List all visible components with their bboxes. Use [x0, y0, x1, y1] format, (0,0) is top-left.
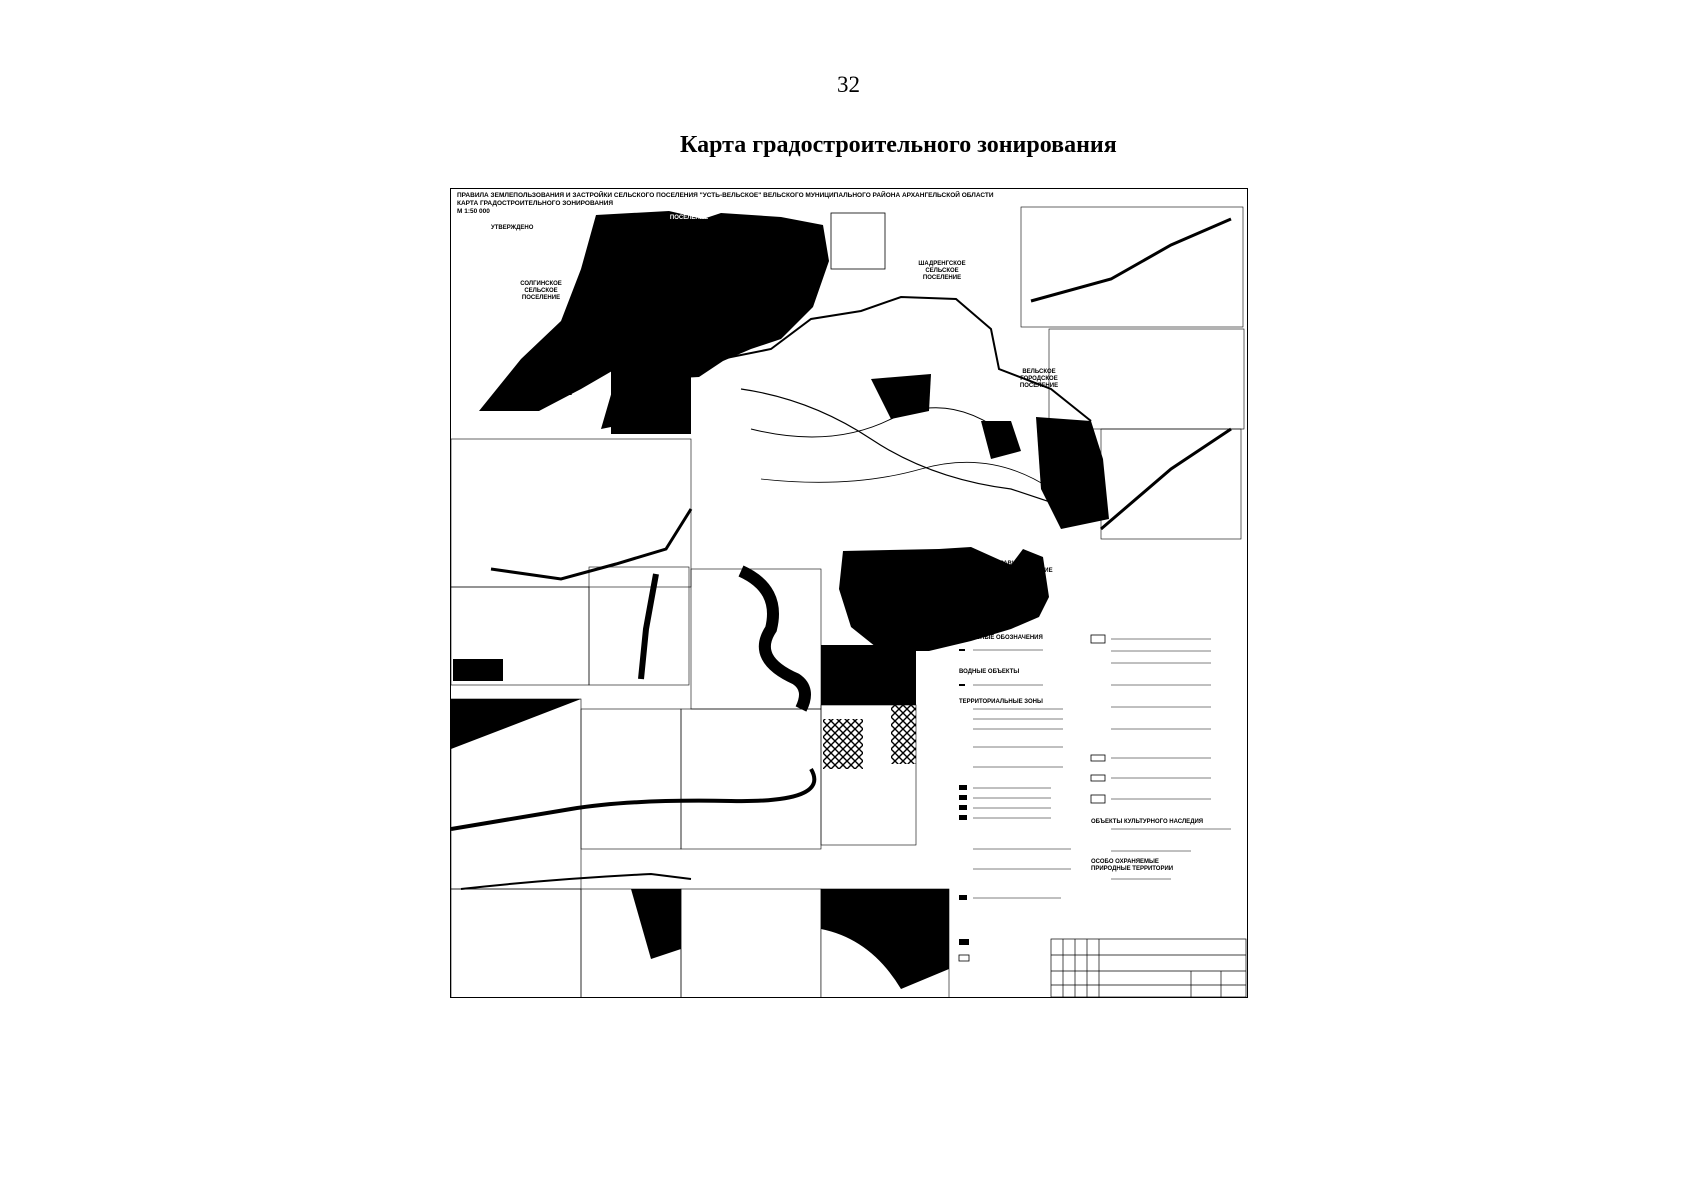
- map-graphic: [451, 189, 1248, 998]
- neighbor-label-velskoe: ВЕЛЬСКОЕ ГОРОДСКОЕ ПОСЕЛЕНИЕ: [1019, 369, 1059, 389]
- legend-heading-water: ВОДНЫЕ ОБЪЕКТЫ: [959, 669, 1020, 675]
- inset-north: [831, 213, 885, 269]
- territory-east: [1036, 417, 1109, 529]
- legend-heading-heritage: ОБЪЕКТЫ КУЛЬТУРНОГО НАСЛЕДИЯ: [1091, 819, 1204, 825]
- map-header-line2: КАРТА ГРАДОСТРОИТЕЛЬНОГО ЗОНИРОВАНИЯ: [457, 200, 614, 207]
- neighbor-label-muravyevskoe: МУРАВЬЕВСКОЕ СЕЛЬСКОЕ ПОСЕЛЕНИЕ: [979, 561, 1053, 574]
- page-title: Карта градостроительного зонирования: [680, 132, 1117, 158]
- legend-heading-zones: ТЕРРИТОРИАЛЬНЫЕ ЗОНЫ: [959, 699, 1043, 705]
- inset-west-3: [589, 567, 689, 685]
- neighbor-label-vagovskoe: ВАГОВСКОЕ СЕЛЬСКОЕ ПОСЕЛЕНИЕ: [933, 617, 973, 637]
- map-approval-label: УТВЕРЖДЕНО: [491, 225, 534, 231]
- page-number: 32: [837, 72, 860, 97]
- neighbor-label-pezhmarskoe: ПЕЖМАРСКОЕ СЕЛЬСКОЕ ПОСЕЛЕНИЕ: [531, 377, 575, 397]
- inset-east-2: [1101, 429, 1241, 539]
- neighbor-label-kozminskoe: КОЗЬМИНСКОЕ СЕЛЬСКОЕ ПОСЕЛЕНИЕ: [665, 201, 713, 221]
- neighbor-label-solginskoe: СОЛГИНСКОЕ СЕЛЬСКОЕ ПОСЕЛЕНИЕ: [520, 281, 562, 301]
- map-header-scale: М 1:50 000: [457, 208, 490, 215]
- territory-block-1: [611, 364, 691, 434]
- map-header-line1: ПРАВИЛА ЗЕМЛЕПОЛЬЗОВАНИЯ И ЗАСТРОЙКИ СЕЛЬСКОГО ПОСЕЛЕНИЯ "УСТЬ-ВЕЛЬСКОЕ" ВЕЛЬСКОГО МУНИЦИПАЛЬНОГО РАЙОНА АРХАНГЕЛЬСКОЙ ОБЛАСТИ: [457, 192, 994, 199]
- legend-heading-protected: ОСОБО ОХРАНЯЕМЫЕ ПРИРОДНЫЕ ТЕРРИТОРИИ: [1091, 859, 1174, 872]
- inset-east-1: [1049, 329, 1244, 429]
- legend-heading-conventions: УСЛОВНЫЕ ОБОЗНАЧЕНИЯ: [959, 635, 1043, 641]
- inset-west-1: [451, 439, 691, 587]
- title-block: [1051, 939, 1246, 997]
- inset-hatched: [821, 645, 916, 705]
- zoning-map: [450, 188, 1248, 998]
- neighbor-label-shadrengskoe: ШАДРЕНГСКОЕ СЕЛЬСКОЕ ПОСЕЛЕНИЕ: [918, 261, 966, 281]
